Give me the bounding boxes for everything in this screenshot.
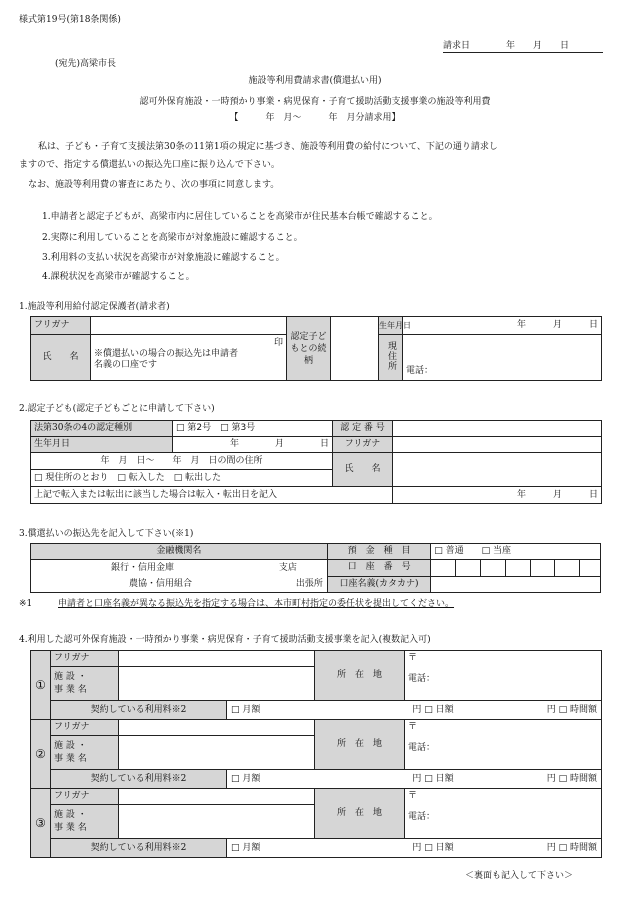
address-label: 現住所 [379, 335, 403, 381]
note-mark: ※1 [19, 599, 33, 609]
relation-field[interactable] [331, 317, 379, 381]
section2-heading: 2.認定子ども(認定子どもごとに申請して下さい) [19, 404, 215, 414]
facility-name-field[interactable] [119, 736, 315, 770]
postal-mark: 〒 [408, 791, 418, 801]
location-field[interactable] [405, 651, 602, 701]
facility-number: ③ [31, 789, 51, 858]
account-name-field[interactable] [431, 576, 601, 593]
account-digit[interactable] [505, 560, 530, 577]
facility-number: ① [31, 651, 51, 720]
hourly-checkbox[interactable]: 円 □ 時間額 [546, 843, 597, 853]
facility-furigana-field[interactable] [119, 789, 315, 805]
account-note: 名義の口座です [94, 360, 158, 370]
child-name-field[interactable] [393, 453, 602, 487]
consent-item: 2.実際に利用していることを高梁市が対象施設に確認すること。 [42, 233, 303, 243]
bank-table [30, 543, 601, 593]
facility-furigana-label: フリガナ [51, 720, 119, 736]
facility-furigana-field[interactable] [119, 720, 315, 736]
phone-label: 電話： [408, 812, 436, 822]
fee-field[interactable] [227, 839, 602, 858]
facility-name-label: 施 設 ・ 事 業 名 [51, 736, 119, 770]
facility-number: ② [31, 720, 51, 789]
account-note: ※償還払いの場合の振込先は申請者 [94, 349, 239, 359]
hourly-checkbox[interactable]: 円 □ 時間額 [546, 705, 597, 715]
deposit-type-label: 預 金 種 目 [327, 544, 430, 560]
consent-item: 4.課税状況を高梁市が確認すること。 [42, 272, 195, 282]
monthly-checkbox[interactable]: □ 月額 [231, 705, 261, 715]
address-options[interactable]: □ 現住所のとおり □ 転入した □ 転出した [31, 470, 333, 487]
relation-label: 認定子どもとの続柄 [287, 317, 331, 381]
facility-name-field[interactable] [119, 805, 315, 839]
facility-furigana-label: フリガナ [51, 651, 119, 667]
facility-name-field[interactable] [119, 667, 315, 701]
account-no-label: 口 座 番 号 [327, 560, 430, 577]
postal-mark: 〒 [408, 722, 418, 732]
account-digit[interactable] [480, 560, 505, 577]
fee-label: 契約している利用料※2 [51, 839, 227, 858]
location-label: 所 在 地 [315, 720, 405, 770]
location-field[interactable] [405, 720, 602, 770]
daily-checkbox[interactable]: 円 □ 日額 [412, 705, 454, 715]
monthly-checkbox[interactable]: □ 月額 [231, 774, 261, 784]
paragraph-1a: 私は、子ども・子育て支援法第30条の11第1項の規定に基づき、施設等利用費の給付について、下記の通り請求し [38, 142, 498, 152]
birth-label: 生年月日 [379, 317, 403, 335]
daily-checkbox[interactable]: 円 □ 日額 [412, 843, 454, 853]
fee-label: 契約している利用料※2 [51, 701, 227, 720]
name-label: 氏 名 [31, 335, 91, 381]
cert-no-field[interactable] [393, 421, 602, 437]
phone-label: 電話： [408, 674, 436, 684]
request-date: 請求日 年 月 日 [443, 40, 603, 53]
child-birth-field[interactable]: 年 月 日 [173, 437, 333, 453]
monthly-checkbox[interactable]: □ 月額 [231, 843, 261, 853]
guardian-table [30, 316, 602, 381]
back-page-note: ＜裏面も記入して下さい＞ [465, 871, 574, 881]
fee-field[interactable] [227, 770, 602, 789]
move-date-field[interactable]: 年 月 日 [393, 487, 602, 504]
deposit-type-options[interactable]: □ 普通 □ 当座 [431, 544, 601, 560]
cert-type-label: 法第30条の4の認定種別 [31, 421, 173, 437]
child-name-label: 氏 名 [333, 453, 393, 487]
section4-heading: 4.利用した認可外保育施設・一時預かり事業・病児保育・子育て援助活動支援事業を記入(複数記入可) [19, 635, 431, 645]
cert-type-options[interactable]: □ 第2号 □ 第3号 [173, 421, 333, 437]
facility-table [30, 650, 602, 858]
section3-heading: 3.償還払いの振込先を記入して下さい(※1) [19, 529, 194, 539]
guardian-address-field[interactable] [403, 335, 602, 381]
account-digit[interactable] [530, 560, 555, 577]
consent-item: 3.利用料の支払い状況を高梁市が対象施設に確認すること。 [42, 253, 285, 263]
child-table [30, 420, 602, 504]
bank-note: 申請者と口座名義が異なる振込先を指定する場合は、本市町村指定の委任状を提出してください。 [58, 599, 455, 609]
period-address-label: 年 月 日～ 年 月 日の間の住所 [31, 453, 333, 470]
paragraph-2: なお、施設等利用費の審査にあたり、次の事項に同意します。 [28, 180, 280, 190]
guardian-furigana-field[interactable] [91, 317, 287, 335]
phone-label: 電話： [408, 743, 436, 753]
daily-checkbox[interactable]: 円 □ 日額 [412, 774, 454, 784]
fee-label: 契約している利用料※2 [51, 770, 227, 789]
account-name-label: 口座名義(カタカナ) [327, 576, 430, 593]
fee-field[interactable] [227, 701, 602, 720]
child-birth-label: 生年月日 [31, 437, 173, 453]
consent-item: 1.申請者と認定子どもが、高梁市内に居住していることを高梁市が住民基本台帳で確認すること。 [42, 212, 438, 222]
account-digit[interactable] [456, 560, 481, 577]
location-field[interactable] [405, 789, 602, 839]
phone-label: 電話： [406, 366, 434, 376]
account-digit[interactable] [431, 560, 456, 577]
facility-furigana-label: フリガナ [51, 789, 119, 805]
period-label: 【 年 月～ 年 月分請求用】 [229, 113, 401, 123]
location-label: 所 在 地 [315, 789, 405, 839]
seal-mark: 印 [273, 338, 283, 348]
guardian-name-field[interactable] [91, 335, 287, 381]
guardian-birth-field[interactable]: 年 月 日 [403, 317, 602, 335]
form-title: 施設等利用費請求書(償還払い用) [248, 76, 382, 86]
account-digit[interactable] [580, 560, 601, 577]
child-furigana-field[interactable] [393, 437, 602, 453]
facility-furigana-field[interactable] [119, 651, 315, 667]
paragraph-1b: ますので、指定する償還払いの振込先口座に振り込んで下さい。 [19, 160, 280, 170]
addressee: (宛先)高梁市長 [55, 59, 117, 69]
bank-name-field[interactable]: 銀行・信用金庫 支店 農協・信用組合 出張所 [31, 560, 328, 593]
hourly-checkbox[interactable]: 円 □ 時間額 [546, 774, 597, 784]
move-label: 上記で転入または転出に該当した場合は転入・転出日を記入 [31, 487, 393, 504]
form-number: 様式第19号(第18条関係) [19, 15, 121, 25]
section1-heading: 1.施設等利用給付認定保護者(請求者) [19, 302, 170, 312]
facility-name-label: 施 設 ・ 事 業 名 [51, 805, 119, 839]
location-label: 所 在 地 [315, 651, 405, 701]
furigana-label: フリガナ [31, 317, 91, 335]
child-furigana-label: フリガナ [333, 437, 393, 453]
postal-mark: 〒 [408, 653, 418, 663]
bank-name-label: 金融機関名 [31, 544, 328, 560]
cert-no-label: 認 定 番 号 [333, 421, 393, 437]
account-digit[interactable] [555, 560, 580, 577]
form-subtitle: 認可外保育施設・一時預かり事業・病児保育・子育て援助活動支援事業の施設等利用費 [139, 97, 491, 107]
facility-name-label: 施 設 ・ 事 業 名 [51, 667, 119, 701]
